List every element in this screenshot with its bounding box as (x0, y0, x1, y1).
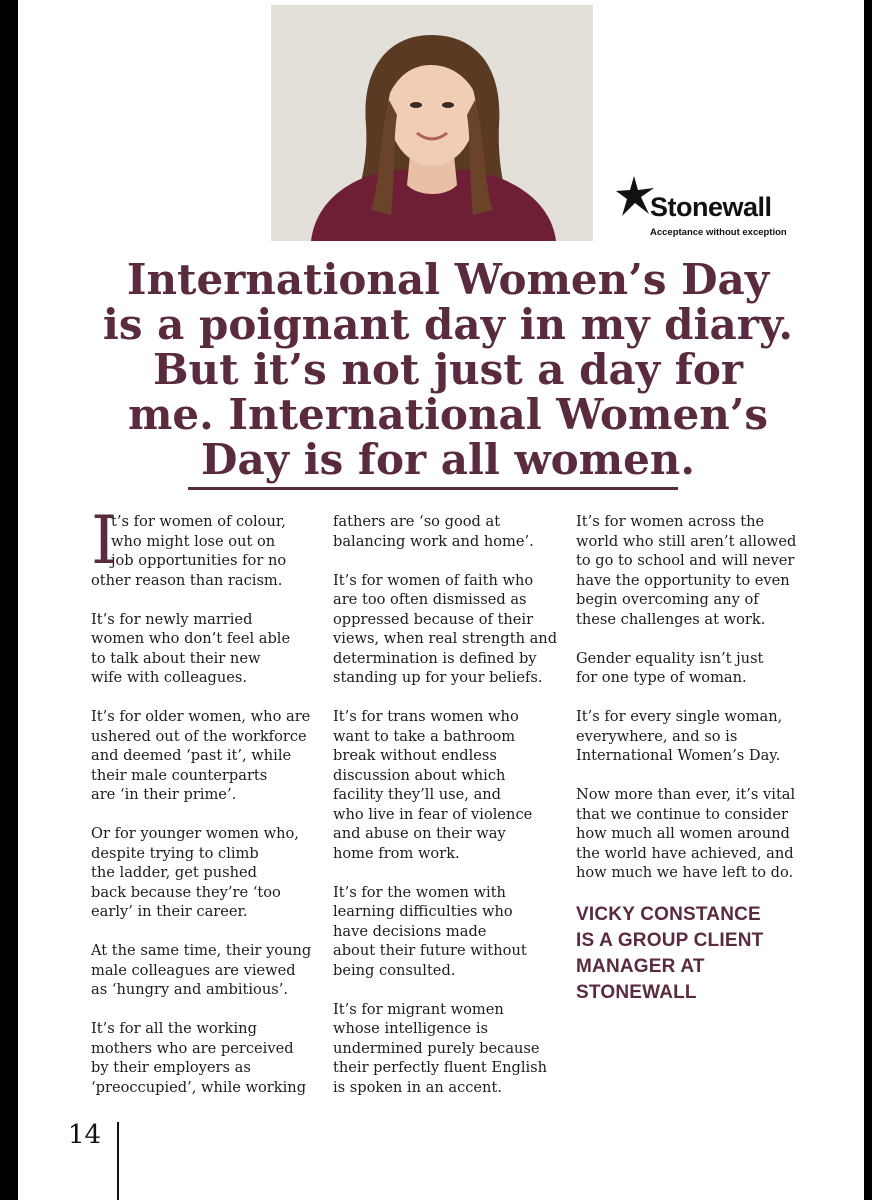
text-line: It’s for newly married (91, 610, 253, 628)
text-line: determination is defined by (333, 649, 537, 667)
article-column-3 (576, 512, 796, 1006)
headline-line: International Women’s Day (126, 255, 770, 304)
page-number: 14 (68, 1120, 102, 1150)
paragraph (333, 1000, 553, 1098)
text-line: It’s for women of faith who (333, 571, 534, 589)
text-line: despite trying to climb (91, 844, 259, 862)
text-line: world who still aren’t allowed (576, 532, 797, 550)
paragraph (91, 610, 311, 688)
text-line: International Women’s Day. (576, 747, 781, 764)
text-line: undermined purely because (333, 1039, 540, 1057)
paragraph (333, 707, 553, 863)
paragraph (333, 512, 553, 551)
text-line: oppressed because of their (333, 610, 534, 628)
text-line: It’s for migrant women (333, 1000, 504, 1018)
text-line: break without endless (333, 747, 497, 764)
text-line: are too often dismissed as (333, 591, 527, 608)
article-column-2 (333, 512, 558, 1117)
drop-cap: I (91, 502, 118, 579)
text-line: Or for younger women who, (91, 825, 299, 842)
text-line: facility they’ll use, and (333, 786, 502, 803)
text-line: balancing work and home’. (333, 532, 534, 550)
text-line: It’s for trans women who (333, 708, 519, 725)
text-line: and abuse on their way (333, 825, 506, 842)
text-line: who might lose out on (111, 532, 276, 550)
paragraph (91, 824, 311, 922)
text-line: standing up for your beliefs. (333, 669, 543, 686)
text-line: women who don’t feel able (91, 630, 291, 647)
text-line: It’s for older women, who are (91, 708, 311, 725)
text-line: these challenges at work. (576, 610, 766, 628)
paragraph (91, 707, 311, 805)
headline-line: me. International Women’s (127, 390, 768, 439)
text-line: At the same time, their young (91, 942, 312, 959)
paragraph (576, 785, 796, 883)
text-line: how much we have left to do. (576, 864, 794, 881)
folio-divider (117, 1122, 119, 1200)
paragraph (91, 1019, 311, 1097)
paragraph (333, 883, 553, 981)
author-byline (576, 902, 796, 1006)
text-line: and deemed ‘past it’, while (91, 747, 292, 764)
text-line: the world have achieved, and (576, 844, 794, 862)
text-line: have the opportunity to even (576, 571, 790, 589)
text-line: It’s for the women with (333, 883, 506, 901)
text-line: t’s for women of colour, (111, 513, 286, 530)
text-line: for one type of woman. (576, 669, 747, 686)
byline-line: IS A GROUP CLIENT (576, 930, 764, 951)
text-line: are ‘in their prime’. (91, 786, 237, 803)
portrait-photo (271, 5, 593, 241)
paragraph (576, 649, 796, 688)
text-line: other reason than racism. (91, 571, 283, 589)
text-line: their perfectly fluent English (333, 1059, 548, 1076)
text-line: discussion about which (333, 766, 506, 784)
text-line: mothers who are perceived (91, 1039, 294, 1057)
text-line: begin overcoming any of (576, 591, 759, 608)
paragraph (91, 502, 311, 590)
text-line: everywhere, and so is (576, 727, 738, 745)
headline-line: is a poignant day in my diary. (102, 300, 794, 349)
logo-wordmark: Stonewall (650, 192, 772, 222)
text-line: want to take a bathroom (333, 727, 516, 745)
text-line: It’s for women across the (576, 513, 765, 530)
text-line: being consulted. (333, 961, 456, 979)
text-line: fathers are ‘so good at (333, 513, 501, 530)
text-line: views, when real strength and (333, 630, 558, 647)
magazine-page (18, 0, 864, 1200)
text-line: about their future without (333, 942, 527, 959)
byline-line: VICKY CONSTANCE (576, 904, 761, 925)
text-line: Gender equality isn’t just (576, 649, 764, 667)
article-column-1 (91, 502, 312, 1117)
paragraph (91, 941, 311, 1000)
text-line: that we continue to consider (576, 805, 788, 823)
text-line: as ‘hungry and ambitious’. (91, 981, 288, 998)
logo-tagline: Acceptance without exception (650, 227, 787, 238)
text-line: is spoken in an accent. (333, 1078, 502, 1096)
text-line: who live in fear of violence (333, 805, 533, 823)
stonewall-logo (616, 170, 786, 242)
headline-quote (58, 257, 838, 482)
text-line: ushered out of the workforce (91, 727, 307, 745)
text-line: early’ in their career. (91, 903, 248, 920)
text-line: to go to school and will never (576, 552, 795, 569)
text-line: male colleagues are viewed (91, 961, 296, 979)
text-line: to talk about their new (91, 649, 261, 667)
text-line: ‘preoccupied’, while working (91, 1078, 307, 1096)
text-line: whose intelligence is (333, 1020, 488, 1037)
headline-underline (188, 487, 678, 490)
paragraph (333, 571, 558, 688)
text-line: learning difficulties who (333, 903, 513, 920)
text-line: job opportunities for no (111, 552, 287, 569)
text-line: have decisions made (333, 922, 487, 940)
text-line: the ladder, get pushed (91, 864, 257, 881)
text-line: how much all women around (576, 825, 790, 842)
text-line: home from work. (333, 844, 460, 862)
text-line: their male counterparts (91, 766, 268, 784)
text-line: Now more than ever, it’s vital (576, 786, 796, 803)
text-line: wife with colleagues. (91, 669, 248, 686)
text-line: It’s for every single woman, (576, 708, 783, 725)
text-line: by their employers as (91, 1059, 251, 1076)
byline-line: STONEWALL (576, 982, 697, 1003)
paragraph (576, 707, 796, 766)
headline-line: But it’s not just a day for (153, 345, 743, 394)
paragraph (576, 512, 796, 629)
byline-line: MANAGER AT (576, 956, 705, 977)
text-line: back because they’re ‘too (91, 883, 281, 901)
headline-line: Day is for all women. (201, 435, 695, 484)
text-line: It’s for all the working (91, 1020, 257, 1037)
